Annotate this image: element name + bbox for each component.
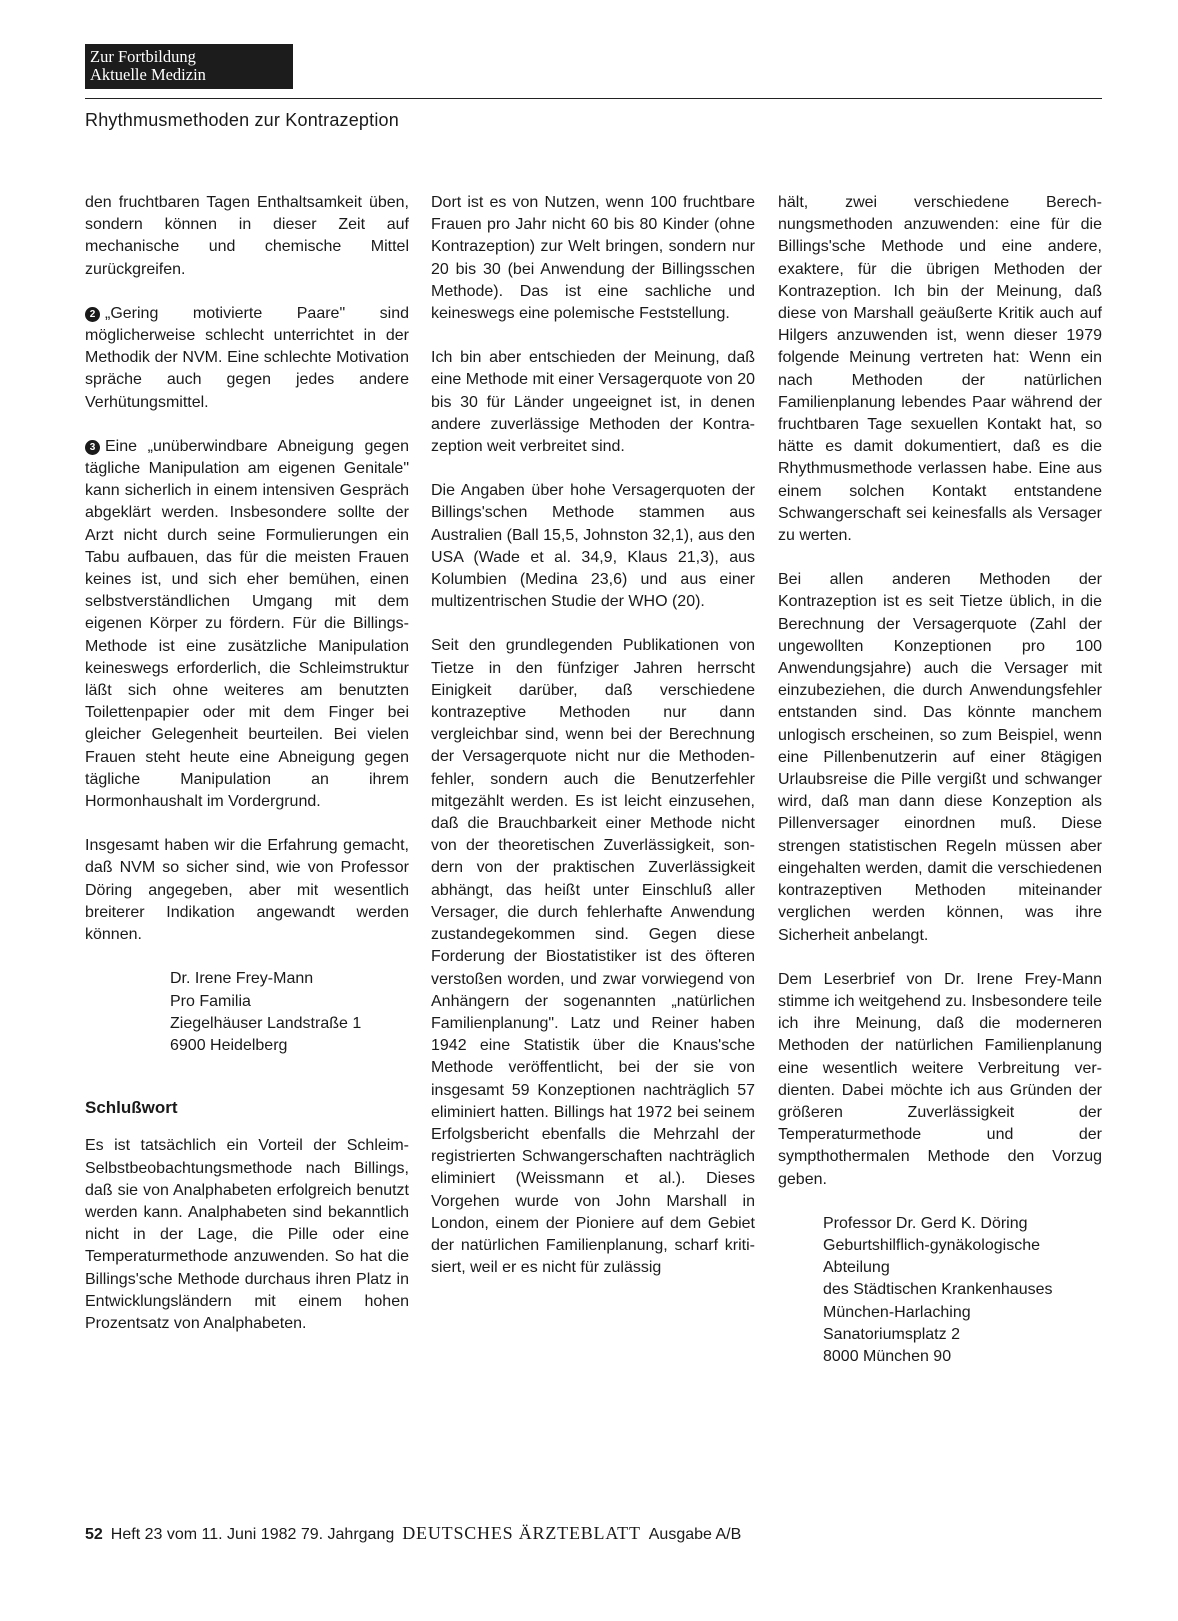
paragraph: hält, zwei verschiedene Berechnungsmethoden anzuwenden: eine für die Billings'sche Methode und eine andere, exaktere, für die übrigen Methoden der Kontrazeption. Ich bin der Meinung, daß diese von Marshall geäußerte Kritik auch auf Hilgers anzuwenden ist, wenn dieser 1979 folgende Meinung vertreten hat: Wenn ein nach Methoden der natürlichen Familienplanung lebendes Paar während der fruchtbaren Tage sexuellen Kontakt hat, so hätte es damit dokumentiert, daß es die Rhythmusmethode verlassen habe. Eine aus einem solchen Kontakt entstandene Schwangerschaft sei keinesfalls als Versager zu werten. — [778, 194, 1102, 545]
number-circle-icon: 2 — [85, 307, 100, 322]
item-text: Eine „unüberwindbare Abneigung gegen tägliche Manipulation am eigenen Genitale" kann sicherlich in einem intensiven Gespräch abgeklärt werden. Insbesondere sollte der Arzt nicht durch seine Formulierungen ein Tabu aufbauen, das für die meisten Frauen keines ist, und sich eher bemühen, einen selbstverständlichen Umgang mit dem eigenen Körper zu fördern. Für die Billings-Methode ist eine zusätzliche Manipulation keineswegs erforderlich, die Schleimstruktur läßt sich ohne weiteres am benutzten Toilettenpapier oder mit dem Finger bei gleicher Gelegenheit beurteilen. Bei vielen Frauen steht heute eine Abneigung gegen tägliche Manipulation an ihrem Hormonhaushalt im Vordergrund. — [85, 437, 409, 811]
badge-line-2: Aktuelle Medizin — [90, 65, 206, 84]
signature-line: des Städtischen Krankenhauses — [823, 1281, 1053, 1299]
running-title: Rhythmusmethoden zur Kontrazeption — [85, 110, 399, 130]
paragraph: Dort ist es von Nutzen, wenn 100 fruchtbare Frauen pro Jahr nicht 60 bis 80 Kinder (ohne Kontrazeption) zur Welt bringen, sondern nur 20 bis 30 (bei Anwendung der Billingsschen Methode). Das ist eine sachliche und keineswegs eine polemische Feststellung. — [431, 194, 755, 323]
journal-name: DEUTSCHES ÄRZTEBLATT — [402, 1523, 641, 1543]
section-badge — [85, 44, 293, 89]
paragraph: Seit den grundlegenden Publikationen von Tietze in den fünfziger Jahren herrscht Einigkeit darüber, daß verschiedene kontrazeptive Methoden nur dann vergleichbar sind, wenn bei der Berechnung der Versagerquote nicht nur die Methodenfehler, sondern auch die Benutzerfehler mitgezählt werden. Es ist leicht einzusehen, daß die Brauchbarkeit einer Methode nicht von der theoretischen Zuverlässigkeit, sondern von der praktischen Zuverlässigkeit abhängt, das heißt unter Einschluß aller Versager, die durch fehlerhafte Anwendung zustandegekommen sind. Gegen diese Forderung der Biostatistiker ist des öfteren verstoßen worden, und zwar vorwiegend von Anhängern der sogenannten „natürlichen Familienplanung". Latz und Reiner haben 1942 eine Statistik über die Knaus'sche Methode veröffentlicht, bei der sie von insgesamt 59 Konzeptionen nachträglich 57 eliminiert hatten. Billings hat 1972 bei seinem Erfolgsbericht ebenfalls die Mehrzahl der registrierten Schwangerschaften nachträglich eliminiert (Weissmann et al.). Dieses Vorgehen wurde von John Marshall in London, einem der Pioniere auf dem Gebiet der natürlichen Familienplanung, scharf kritisiert, weil er es nicht für zulässig — [431, 637, 755, 1277]
paragraph: den fruchtbaren Tagen Enthaltsamkeit üben, sondern können in dieser Zeit auf mechanische und chemische Mittel zurückgreifen. — [85, 194, 409, 278]
numbered-item-2 — [85, 303, 409, 414]
signature-line: Dr. Irene Frey-Mann — [170, 970, 314, 988]
signature-line: Abteilung — [823, 1259, 890, 1277]
signature-line: München-Harlaching — [823, 1303, 971, 1321]
paragraph: Die Angaben über hohe Versagerquoten der Billings'schen Methode stammen aus Australien (Ball 15,5, Johnston 32,1), aus den USA (Wade et al. 34,9, Klaus 21,3), aus Kolumbien (Medina 23,6) und aus einer multizentrischen Studie der WHO (20). — [431, 482, 755, 611]
signature-line: Professor Dr. Gerd K. Döring — [823, 1214, 1028, 1232]
page-number: 52 — [85, 1526, 103, 1543]
section-heading: Schlußwort — [85, 1098, 178, 1118]
column-3 — [778, 192, 1102, 1398]
issue-info: Heft 23 vom 11. Juni 1982 79. Jahrgang — [110, 1526, 395, 1543]
signature-line: 8000 München 90 — [823, 1347, 952, 1365]
paragraph: Ich bin aber entschieden der Meinung, daß eine Methode mit einer Versagerquote von 20 bis 30 für Länder ungeeignet ist, in denen andere zuverlässige Methoden der Kontrazeption weit verbreitet sind. — [431, 349, 755, 456]
header-rule — [85, 98, 1102, 99]
signature-block — [85, 968, 409, 1057]
page-footer — [85, 1523, 741, 1544]
numbered-item-3 — [85, 436, 409, 813]
badge-line-1: Zur Fortbildung — [90, 47, 196, 66]
column-2 — [431, 192, 755, 1301]
signature-line: Ziegelhäuser Landstraße 1 — [170, 1014, 362, 1032]
signature-line: Sanatoriumsplatz 2 — [823, 1325, 960, 1343]
signature-line: 6900 Heidelberg — [170, 1036, 288, 1054]
signature-line: Geburtshilflich-gynäkologische — [823, 1236, 1040, 1254]
paragraph: Insgesamt haben wir die Erfahrung gemacht, daß NVM so sicher sind, wie von Professor Döring angegeben, aber mit wesentlich breiterer Indikation angewandt werden können. — [85, 837, 409, 944]
signature-block — [778, 1213, 1102, 1368]
number-circle-icon: 3 — [85, 440, 100, 455]
paragraph: Bei allen anderen Methoden der Kontrazeption ist es seit Tietze üblich, in die Berechnung der Versagerquote (Zahl der ungewollten Konzeptionen pro 100 Anwendungsjahre) auch die Versager mit einzubeziehen, die durch Anwendungsfehler entstanden sind. Das könnte manchem unlogisch erscheinen, so zum Beispiel, wenn eine Pillenbenutzerin auf einer 8tägigen Urlaubsreise die Pille vergißt und schwanger wird, daß man dann diese Konzeption als Pillenversager einordnen muß. Diese strengen statistischen Regeln müssen aber eingehalten werden, damit die verschiedenen kontrazeptiven Methoden miteinander verglichen werden können, was ihre Sicherheit anbelangt. — [778, 571, 1102, 944]
paragraph: Dem Leserbrief von Dr. Irene Frey-Mann stimme ich weitgehend zu. Insbesondere teile ich ihre Meinung, daß die moderneren Methoden der natürlichen Familienplanung eine wesentlich weitere Verbreitung verdienten. Dabei möchte ich aus Gründen der größeren Zuverlässigkeit der Temperaturmethode und der sympthothermalen Methode den Vorzug geben. — [778, 970, 1102, 1188]
paragraph: Es ist tatsächlich ein Vorteil der Schleim-Selbstbeobachtungsmethode nach Billings, daß sie von Analphabeten erfolgreich benutzt werden kann. Analphabeten sind bekanntlich nicht in der Lage, die Pille oder eine Temperaturmethode anzuwenden. So hat die Billings'sche Methode durchaus ihren Platz in Entwicklungsländern mit einem hohen Prozentsatz von Analphabeten. — [85, 1137, 409, 1332]
column-1 — [85, 192, 409, 1357]
edition-info: Ausgabe A/B — [648, 1526, 742, 1543]
item-text: „Gering motivierte Paare" sind möglicherweise schlecht unterrichtet in der Methodik der NVM. Eine schlechte Motivation spräche auch gegen jedes andere Verhütungsmittel. — [85, 304, 409, 411]
signature-line: Pro Familia — [170, 992, 251, 1010]
